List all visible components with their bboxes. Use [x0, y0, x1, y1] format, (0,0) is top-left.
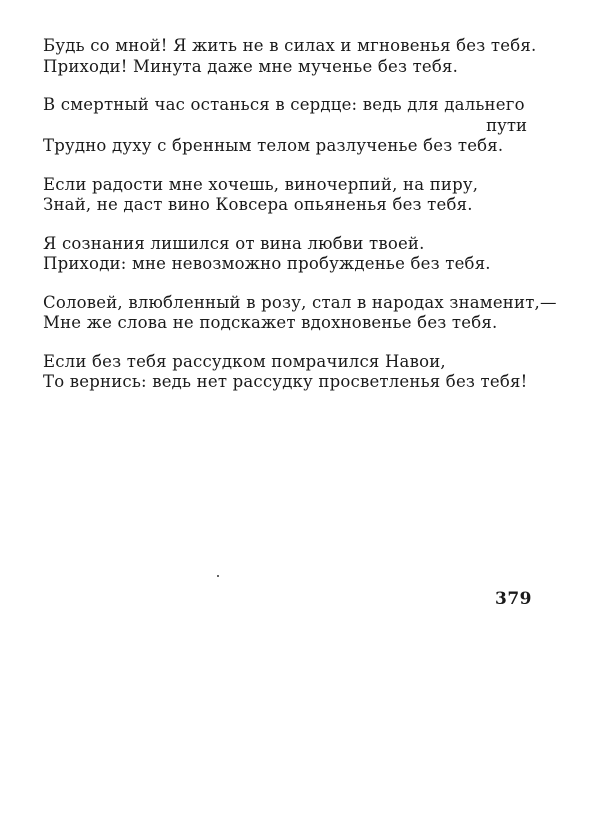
stanza-3-line-2: Знай, не даст вино Ковсера опьяненья без тебя.: [43, 195, 473, 214]
stanza-1-line-1: Будь со мной! Я жить не в силах и мгновенья без тебя.: [43, 36, 537, 55]
stanza-2-line-1-continuation: пути: [486, 115, 527, 135]
stanza-6-line-1: Если без тебя рассудком помрачился Навои,: [43, 351, 446, 371]
stanza-5-line-2: Мне же слова не подскажет вдохновенье без тебя.: [43, 313, 498, 332]
stanza-4: [43, 234, 543, 275]
stanza-2-line-2: Трудно духу с бренным телом разлученье без тебя.: [43, 136, 504, 155]
stanza-1-line-2: Приходи! Минута даже мне мученье без тебя.: [43, 56, 459, 76]
print-speck: [217, 575, 219, 577]
stanza-4-line-2: Приходи: мне невозможно пробужденье без тебя.: [43, 254, 491, 273]
stanza-5: [43, 292, 557, 334]
stanza-3: [43, 175, 543, 216]
stanza-2: [43, 95, 543, 157]
stanza-5-line-1: Соловей, влюбленный в розу, стал в народах знаменит,—: [43, 292, 557, 312]
stanza-1: [43, 36, 543, 77]
stanza-2-line-1: В смертный час останься в сердце: ведь для дальнего: [43, 95, 525, 114]
stanza-4-line-1: Я сознания лишился от вина любви твоей.: [43, 233, 425, 253]
stanza-6: [43, 352, 543, 393]
poem-text: [43, 36, 557, 411]
page-number: 379: [495, 589, 532, 609]
stanza-6-line-2: То вернись: ведь нет рассудку просветленья без тебя!: [43, 372, 528, 391]
stanza-3-line-1: Если радости мне хочешь, виночерпий, на пиру,: [43, 174, 479, 194]
